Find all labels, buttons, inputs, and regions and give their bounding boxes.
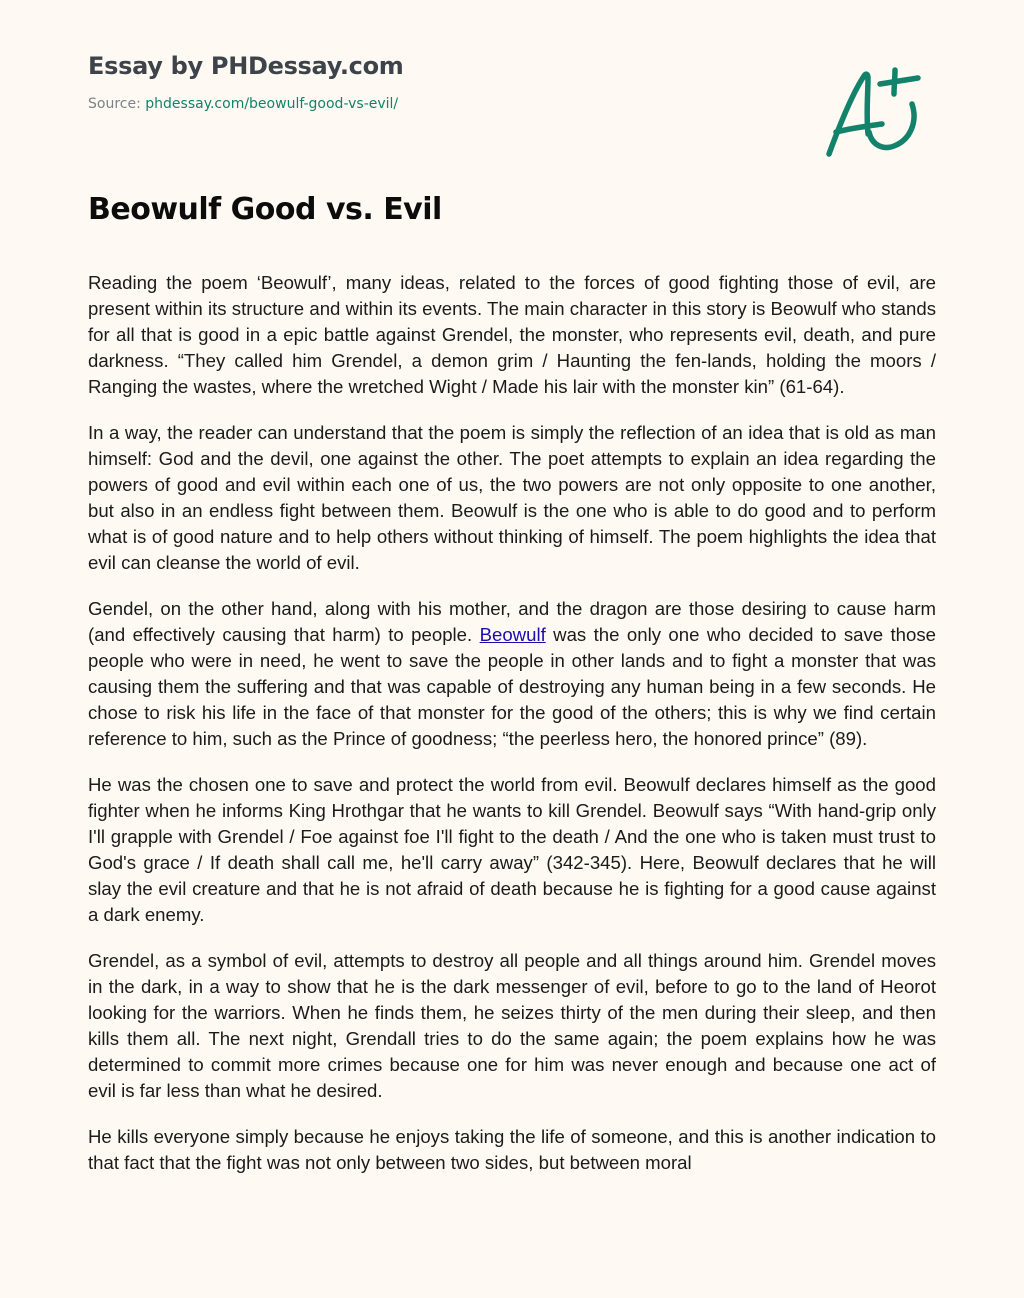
a-plus-grade-icon bbox=[822, 64, 928, 160]
paragraph-4: He was the chosen one to save and protect the world from evil. Beowulf declares himself as the good fighter when he informs King Hrothgar that he wants to kill Grendel. Beowulf says “With hand-grip only I'll grapple with Grendel / Foe against foe I'll fight to the death / And the one who is taken must trust to God's grace / If death shall call me, he'll carry away” (342-345). Here, Beowulf declares that he will slay the evil creature and that he is not afraid of death because he is fighting for a good cause against a dark enemy. bbox=[88, 774, 936, 925]
paragraph-2: In a way, the reader can understand that the poem is simply the reflection of an idea that is old as man himself: God and the devil, one against the other. The poet attempts to explain an idea regarding the powers of good and evil within each one of us, the two powers are not only opposite to one another, but also in an endless fight between them. Beowulf is the one who is able to do good and to perform what is of good nature and to help others without thinking of himself. The poem highlights the idea that evil can cleanse the world of evil. bbox=[88, 422, 936, 573]
paragraph-3-text-after: was the only one who decided to save those people who were in need, he went to save the people in other lands and to fight a monster that was causing them the suffering and that was capable of destroying any human being in a few seconds. He chose to risk his life in the face of that monster for the good of the others; this is why we find certain reference to him, such as the Prince of goodness; “the peerless hero, the honored prince” (89). bbox=[88, 624, 936, 749]
source-line bbox=[88, 95, 404, 113]
paragraph-3 bbox=[88, 596, 936, 752]
page-title: Beowulf Good vs. Evil bbox=[88, 192, 442, 227]
paragraph-6: He kills everyone simply because he enjoys taking the life of someone, and this is another indication to that fact that the fight was not only between two sides, but between moral bbox=[88, 1126, 936, 1173]
paragraph-3-text-before: Gendel, on the other hand, along with his mother, and the dragon are those desiring to cause harm (and effectively causing that harm) to people. bbox=[88, 598, 936, 645]
source-link[interactable]: phdessay.com/beowulf-good-vs-evil/ bbox=[145, 96, 399, 112]
article-body bbox=[88, 270, 936, 1176]
source-label: Source: bbox=[88, 96, 146, 112]
site-title: Essay by PHDessay.com bbox=[88, 52, 404, 80]
paragraph-1: Reading the poem ‘Beowulf’, many ideas, related to the forces of good fighting those of evil, are present within its structure and within its events. The main character in this story is Beowulf who stands for all that is good in a epic battle against Grendel, the monster, who represents evil, death, and pure darkness. “They called him Grendel, a demon grim / Haunting the fen-lands, holding the moors / Ranging the wastes, where the wretched Wight / Made his lair with the monster kin” (61-64). bbox=[88, 272, 936, 397]
paragraph-5: Grendel, as a symbol of evil, attempts to destroy all people and all things around him. Grendel moves in the dark, in a way to show that he is the dark messenger of evil, before to go to the land of Heorot looking for the warriors. When he finds them, he seizes thirty of the men during their sleep, and then kills them all. The next night, Grendall tries to do the same again; the poem explains how he was determined to commit more crimes because one for him was never enough and because one act of evil is far less than what he desired. bbox=[88, 950, 936, 1101]
site-header bbox=[88, 50, 404, 113]
article-viewport bbox=[88, 270, 936, 1251]
beowulf-link[interactable]: Beowulf bbox=[479, 624, 546, 645]
